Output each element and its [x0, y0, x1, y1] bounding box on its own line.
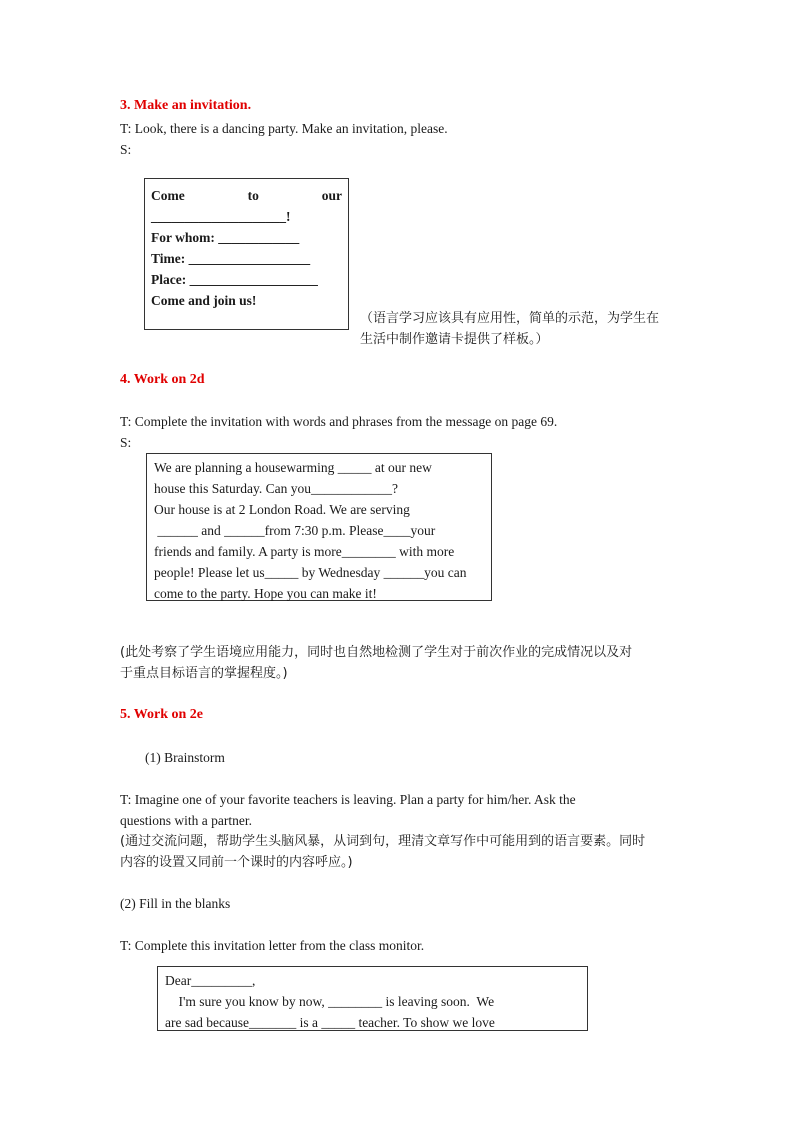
section-4-student-label: S:	[120, 435, 132, 450]
section-5-sub-brainstorm: (1) Brainstorm	[145, 750, 225, 765]
section-5-note-line-1: (通过交流问题，帮助学生头脑风暴，从词到句，理清文章写作中可能用到的语言要素。同时	[120, 834, 646, 849]
section-3-teacher-line: T: Look, there is a dancing party. Make an invitation, please.	[120, 121, 448, 136]
section-5-sub-fill-blanks: (2) Fill in the blanks	[120, 896, 231, 911]
message-line: friends and family. A party is more________ with more	[154, 544, 455, 559]
section-5-teacher-line-2: questions with a partner.	[120, 813, 252, 828]
letter-line: are sad because_______ is a _____ teacher. To show we love	[165, 1015, 495, 1030]
card-word-come: Come	[151, 188, 185, 203]
section-5-teacher-line-3: T: Complete this invitation letter from the class monitor.	[120, 938, 425, 953]
invitation-card	[144, 178, 349, 330]
card-word-our: our	[321, 188, 342, 203]
section-3-note-line-2: 生活中制作邀请卡提供了样板。）	[360, 332, 549, 347]
card-line-2: ____________________!	[151, 209, 291, 224]
section-4-note-line-2: 于重点目标语言的掌握程度。)	[120, 666, 288, 681]
message-line: house this Saturday. Can you____________?	[154, 481, 398, 496]
message-line: come to the party. Hope you can make it!	[154, 586, 377, 601]
invitation-message-box	[146, 453, 492, 601]
section-5-heading: 5. Work on 2e	[120, 707, 203, 722]
section-4-note-line-1: (此处考察了学生语境应用能力，同时也自然地检测了学生对于前次作业的完成情况以及对	[120, 645, 633, 660]
section-5-teacher-line-1: T: Imagine one of your favorite teachers is leaving. Plan a party for him/her. Ask the	[120, 792, 576, 807]
letter-line: Dear_________,	[165, 973, 256, 988]
card-line-join: Come and join us!	[151, 293, 257, 308]
invitation-letter-box	[157, 966, 588, 1031]
section-5-note-line-2: 内容的设置又同前一个课时的内容呼应。)	[120, 855, 353, 870]
section-3-student-label: S:	[120, 142, 132, 157]
letter-line: I'm sure you know by now, ________ is leaving soon. We	[165, 994, 495, 1009]
message-line: Our house is at 2 London Road. We are serving	[154, 502, 410, 517]
message-line: people! Please let us_____ by Wednesday ______you can	[154, 565, 467, 580]
card-line-1	[151, 185, 342, 206]
card-line-for-whom: For whom: ____________	[151, 230, 300, 245]
message-line: ______ and ______from 7:30 p.m. Please____your	[154, 523, 436, 538]
section-3-heading: 3. Make an invitation.	[120, 98, 252, 113]
section-4-heading: 4. Work on 2d	[120, 372, 205, 387]
card-line-time: Time: __________________	[151, 251, 311, 266]
section-3-note-line-1: （语言学习应该具有应用性，简单的示范，为学生在	[360, 311, 660, 326]
section-4-teacher-line: T: Complete the invitation with words and phrases from the message on page 69.	[120, 414, 558, 429]
card-line-place: Place: ___________________	[151, 272, 318, 287]
message-line: We are planning a housewarming _____ at our new	[154, 460, 432, 475]
card-word-to: to	[247, 188, 259, 203]
